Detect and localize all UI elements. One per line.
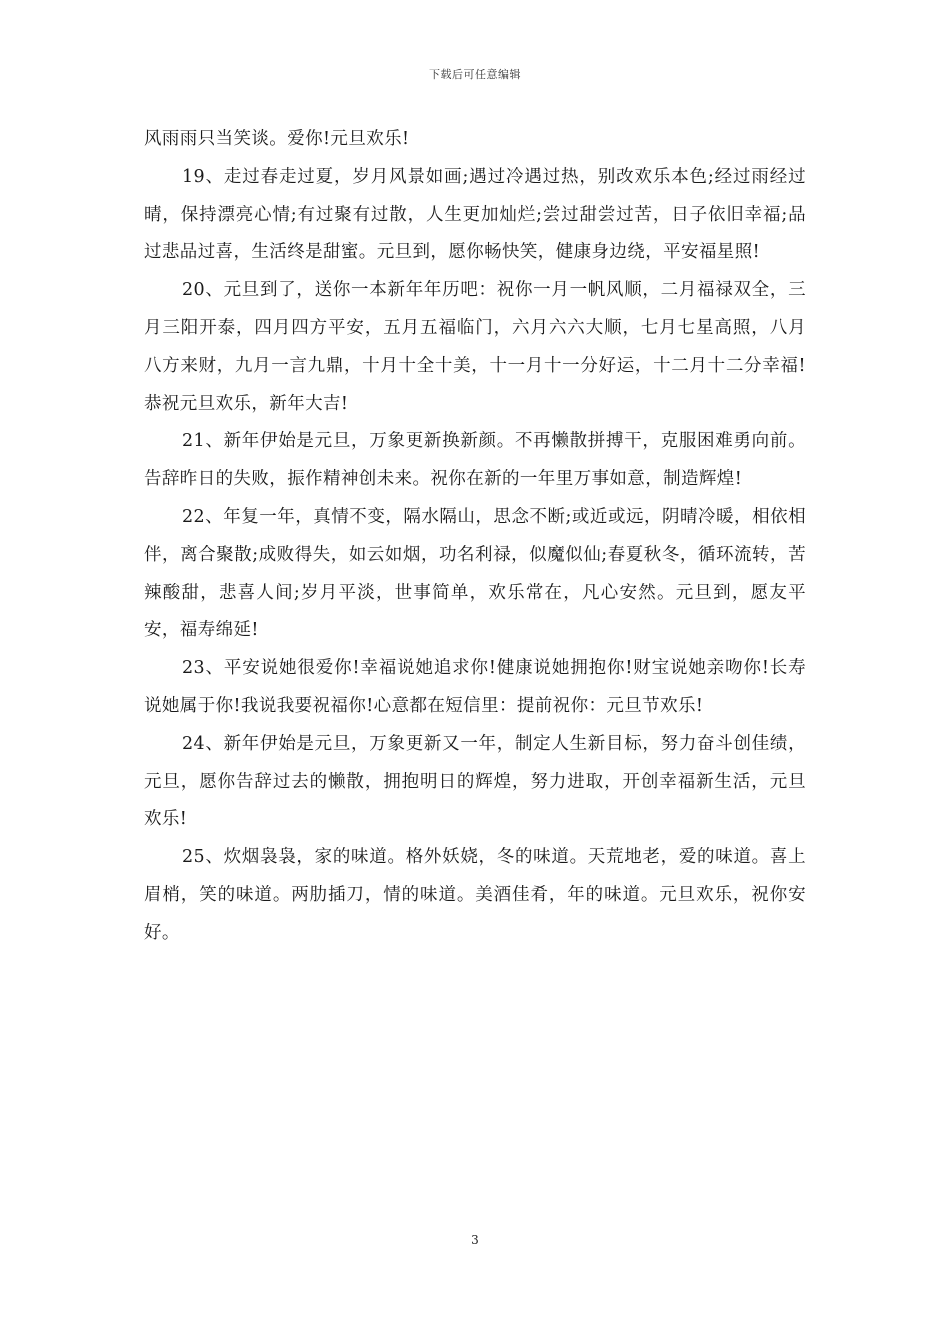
paragraph-25: 25、炊烟袅袅，家的味道。格外妖娆，冬的味道。天荒地老，爱的味道。喜上眉梢，笑的味道。两肋插刀，情的味道。美酒佳肴，年的味道。元旦欢乐，祝你安好。 xyxy=(144,847,806,943)
paragraph-continuation: 风雨雨只当笑谈。爱你!元旦欢乐! xyxy=(144,129,410,149)
paragraph-20: 20、元旦到了，送你一本新年年历吧：祝你一月一帆风顺，二月福禄双全，三月三阳开泰，四月四方平安，五月五福临门，六月六六大顺，七月七星高照，八月八方来财，九月一言九鼎，十月十全十美，十一月十一分好运，十二月十二分幸福!恭祝元旦欢乐，新年大吉! xyxy=(144,280,806,414)
paragraph-22: 22、年复一年，真情不变，隔水隔山，思念不断;或近或远，阴晴冷暖，相依相伴，离合聚散;成败得失，如云如烟，功名利禄，似魔似仙;春夏秋冬，循环流转，苦辣酸甜，悲喜人间;岁月平淡，世事简单，欢乐常在，凡心安然。元旦到，愿友平安，福寿绵延! xyxy=(144,506,806,641)
paragraph-21: 21、新年伊始是元旦，万象更新换新颜。不再懒散拼搏干，克服困难勇向前。告辞昨日的失败，振作精神创未来。祝你在新的一年里万事如意，制造辉煌! xyxy=(144,431,806,490)
paragraph-24: 24、新年伊始是元旦，万象更新又一年，制定人生新目标，努力奋斗创佳绩，元旦，愿你告辞过去的懒散，拥抱明日的辉煌，努力进取，开创幸福新生活，元旦欢乐! xyxy=(144,733,806,830)
document-body xyxy=(144,121,806,953)
paragraph-19: 19、走过春走过夏，岁月风景如画;遇过冷遇过热，别改欢乐本色;经过雨经过晴，保持漂亮心情;有过聚有过散，人生更加灿烂;尝过甜尝过苦，日子依旧幸福;品过悲品过喜，生活终是甜蜜。元旦到，愿你畅快笑，健康身边绕，平安福星照! xyxy=(144,166,806,263)
page-number: 3 xyxy=(471,1233,479,1247)
paragraph-23: 23、平安说她很爱你!幸福说她追求你!健康说她拥抱你!财宝说她亲吻你!长寿说她属于你!我说我要祝福你!心意都在短信里：提前祝你：元旦节欢乐! xyxy=(144,658,806,716)
page-header-note: 下载后可任意编辑 xyxy=(429,68,521,81)
